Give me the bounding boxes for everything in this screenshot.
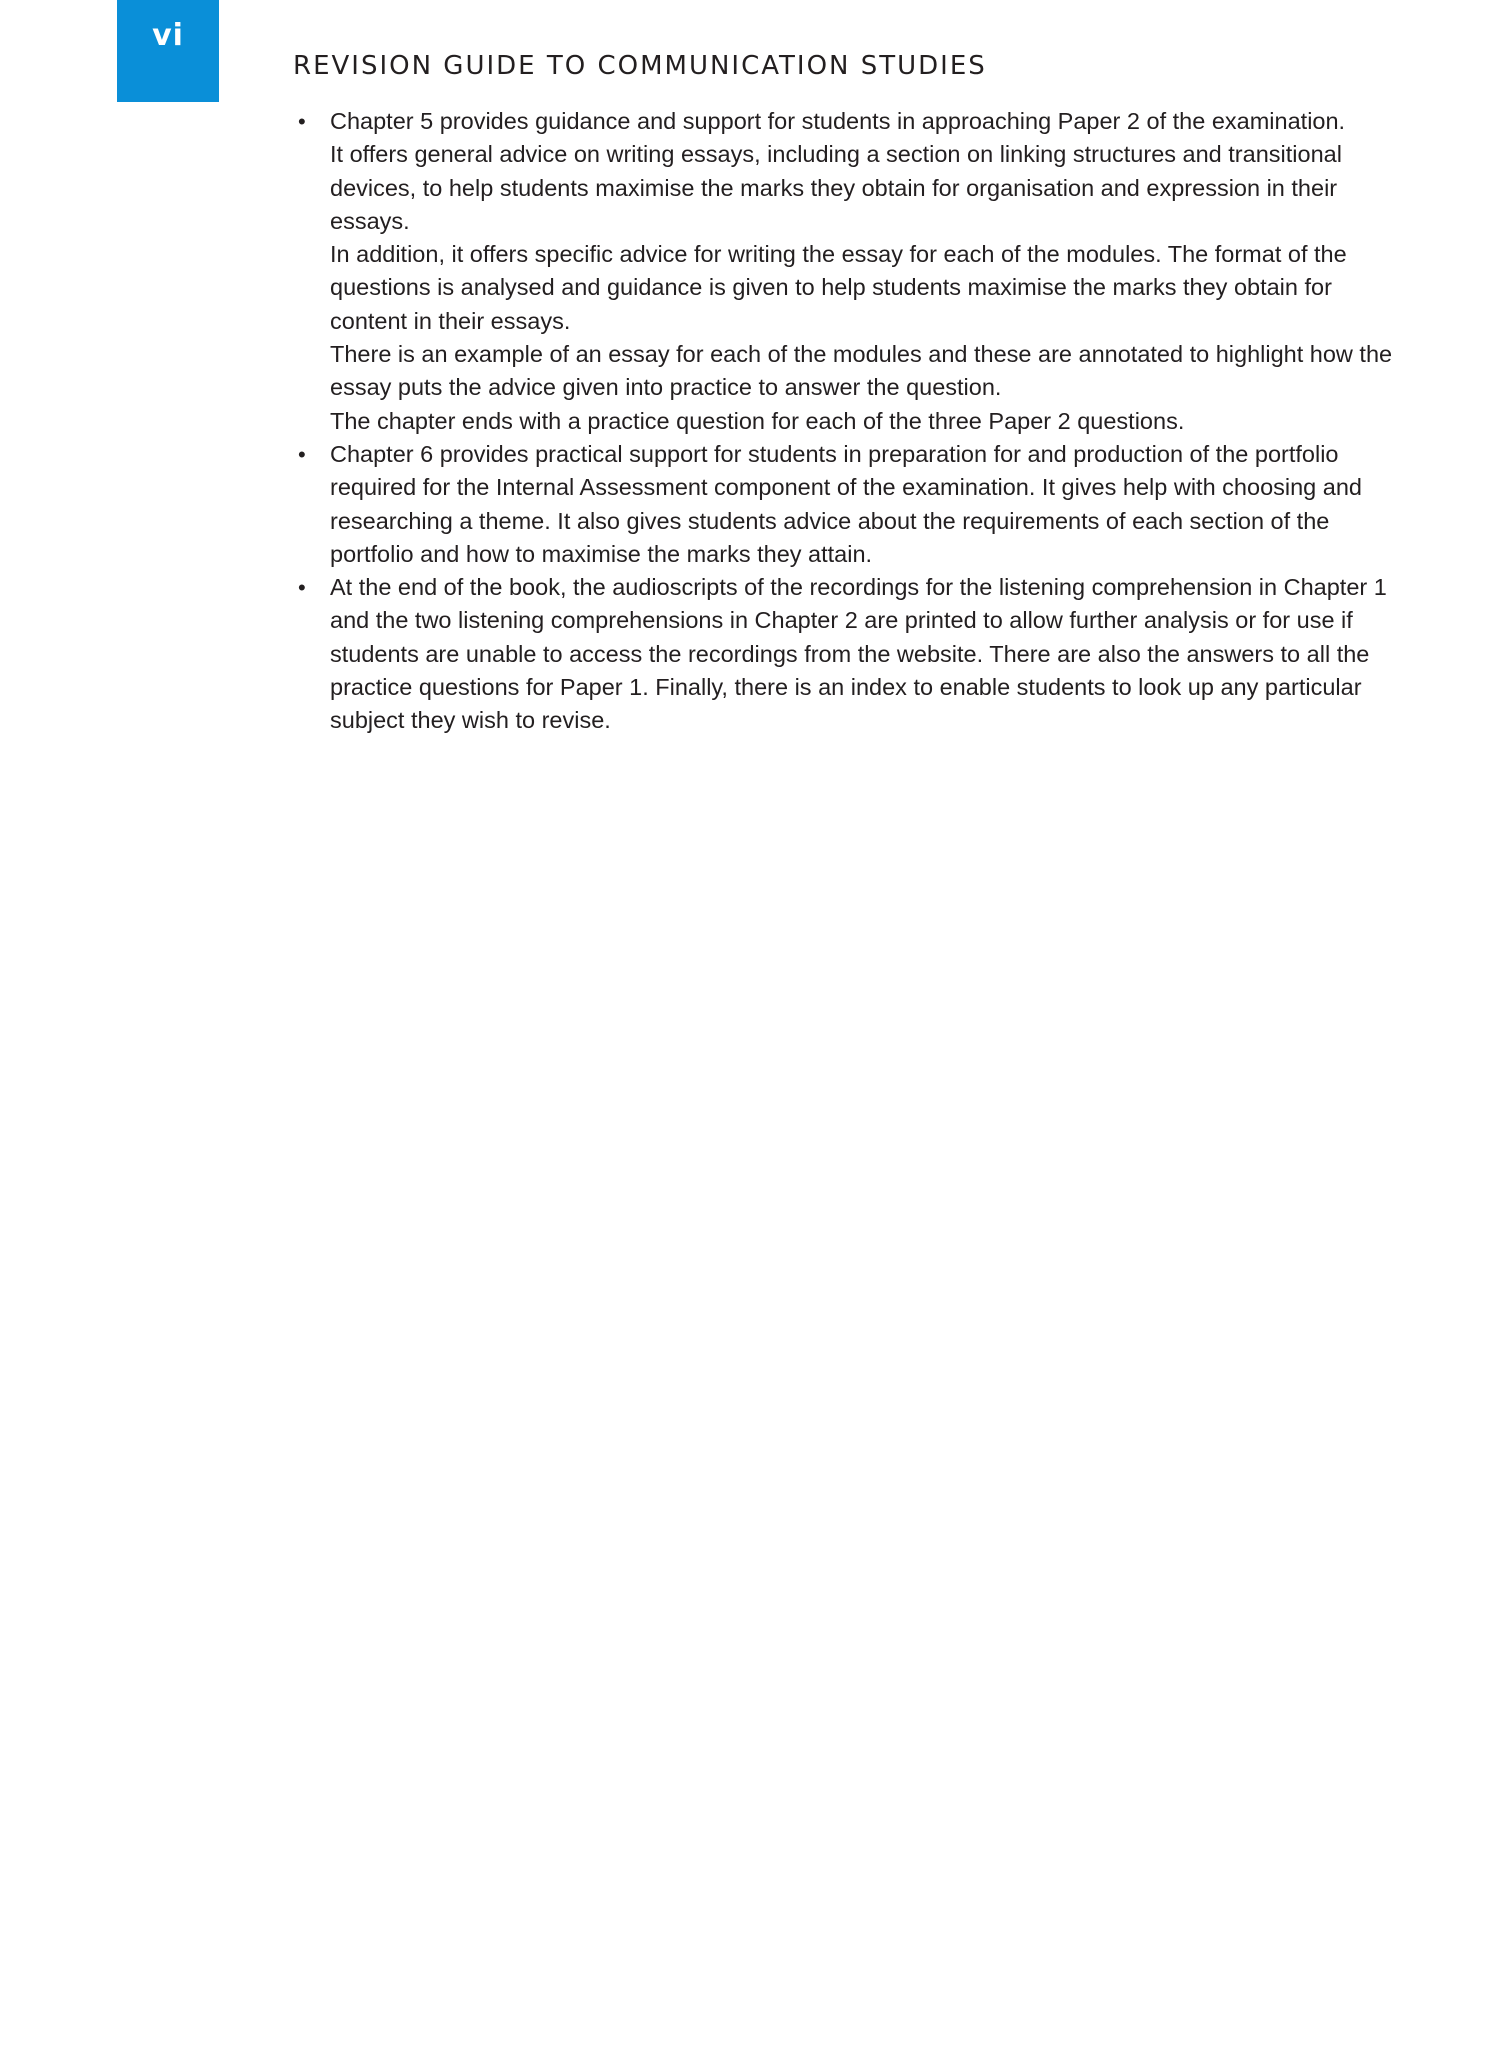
bullet-list <box>298 105 1410 738</box>
paragraph: At the end of the book, the audioscripts of the recordings for the listening comprehension in Chapter 1 and the two listening comprehensions in Chapter 2 are printed to allow further analysis or for use if students are unable to access the recordings from the website. There are also the answers to all the practice questions for Paper 1. Finally, there is an index to enable students to look up any particular subject they wish to revise. <box>330 574 1387 734</box>
running-head: REVISION GUIDE TO COMMUNICATION STUDIES <box>293 51 987 81</box>
page-number: vi <box>152 18 184 53</box>
bullet-item-end-of-book <box>298 571 1410 737</box>
bullet-item-chapter-6 <box>298 438 1410 571</box>
bullet-marker: • <box>298 441 306 467</box>
bullet-item-chapter-5 <box>298 105 1410 438</box>
paragraph: There is an example of an essay for each of the modules and these are annotated to highlight how the essay puts the advice given into practice to answer the question. <box>330 341 1393 401</box>
paragraph: The chapter ends with a practice question for each of the three Paper 2 questions. <box>330 407 1185 434</box>
page-number-tab <box>117 0 219 102</box>
bullet-marker: • <box>298 575 306 601</box>
paragraph: Chapter 5 provides guidance and support for students in approaching Paper 2 of the examination. <box>330 108 1346 134</box>
paragraph: In addition, it offers specific advice for writing the essay for each of the modules. The format of the questions is analysed and guidance is given to help students maximise the marks they obtain for content in their essays. <box>330 241 1347 334</box>
paragraph: Chapter 6 provides practical support for students in preparation for and production of the portfolio required for the Internal Assessment component of the examination. It gives help with choosing and researching a theme. It also gives students advice about the requirements of each section of the portfolio and how to maximise the marks they attain. <box>330 440 1362 567</box>
body-content <box>298 105 1410 738</box>
bullet-marker: • <box>298 109 306 134</box>
paragraph: It offers general advice on writing essays, including a section on linking structures and transitional devices, to help students maximise the marks they obtain for organisation and expression in their essays. <box>330 141 1342 234</box>
